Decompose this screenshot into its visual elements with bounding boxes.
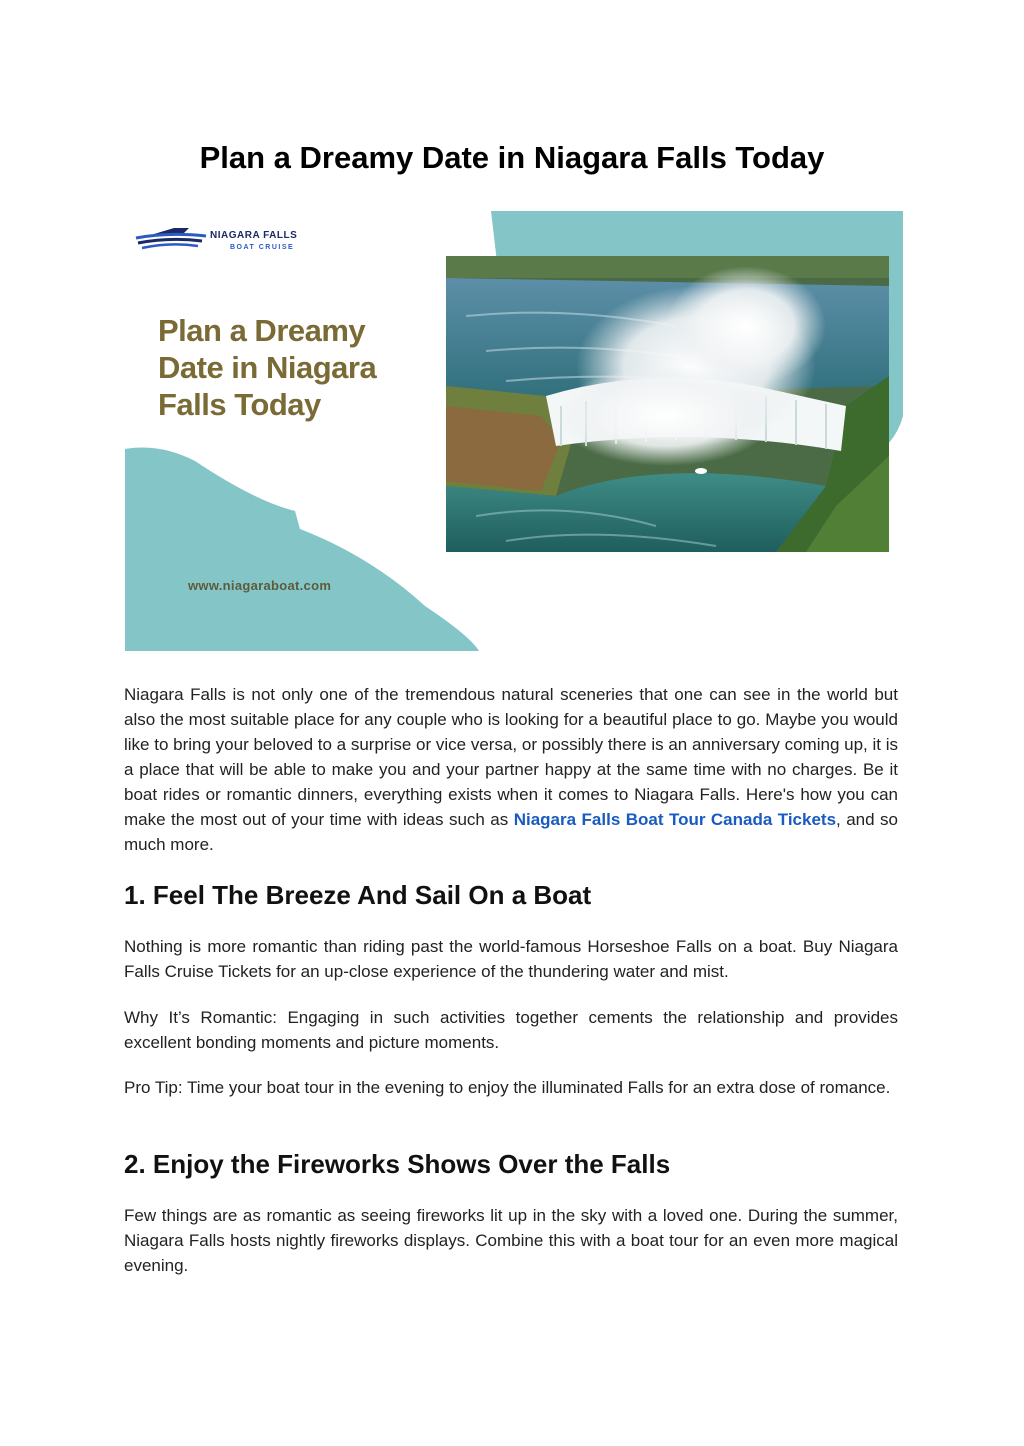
horseshoe-falls-photo (446, 256, 889, 552)
intro-text: Niagara Falls is not only one of the tremendous natural sceneries that one can see in the world but also the most suitable place for any couple who is looking for a beautiful place to go. Maybe you would like to bring your beloved to a surprise or vice versa, or possibly there is an anniversary coming up, it is a place that will be able to make you and your partner happy at the same time with no charges. Be it boat rides or romantic dinners, everything exists when it comes to Niagara Falls. Here's how you can make the most out of your time with ideas such as (124, 685, 898, 829)
intro-text-end: , and so much more. (124, 810, 898, 854)
logo-line1: NIAGARA FALLS (210, 230, 298, 241)
hero-banner (125, 211, 903, 651)
banner-headline-line1: Plan a Dreamy (158, 313, 366, 348)
brand-logo (134, 220, 304, 260)
intro-paragraph (124, 682, 898, 857)
banner-headline (158, 312, 458, 423)
logo-line2: BOAT CRUISE (230, 244, 295, 251)
page-title: Plan a Dreamy Date in Niagara Falls Today (199, 140, 825, 175)
banner-headline-line2: Date in Niagara (158, 350, 377, 385)
banner-url: www.niagaraboat.com (188, 578, 332, 593)
section-1-paragraph-2: Why It’s Romantic: Engaging in such activities together cements the relationship and provides excellent bonding moments and picture moments. (124, 1008, 898, 1052)
boat-logo-icon (134, 224, 208, 254)
section-heading-1: 1. Feel The Breeze And Sail On a Boat (124, 880, 592, 910)
section-1-paragraph-1: Nothing is more romantic than riding past the world-famous Horseshoe Falls on a boat. Buy Niagara Falls Cruise Tickets for an up-close experience of the thundering water and mist. (124, 937, 898, 981)
section-1-paragraph-3: Pro Tip: Time your boat tour in the evening to enjoy the illuminated Falls for an extra dose of romance. (124, 1078, 891, 1097)
section-heading-2: 2. Enjoy the Fireworks Shows Over the Falls (124, 1149, 671, 1179)
falls-photo-icon (446, 256, 889, 552)
section-2-paragraph-1: Few things are as romantic as seeing fireworks lit up in the sky with a loved one. During the summer, Niagara Falls hosts nightly fireworks displays. Combine this with a boat tour for an even more magical evening. (124, 1206, 898, 1275)
banner-headline-line3: Falls Today (158, 387, 321, 422)
boat-tour-tickets-link[interactable]: Niagara Falls Boat Tour Canada Tickets (513, 810, 837, 829)
